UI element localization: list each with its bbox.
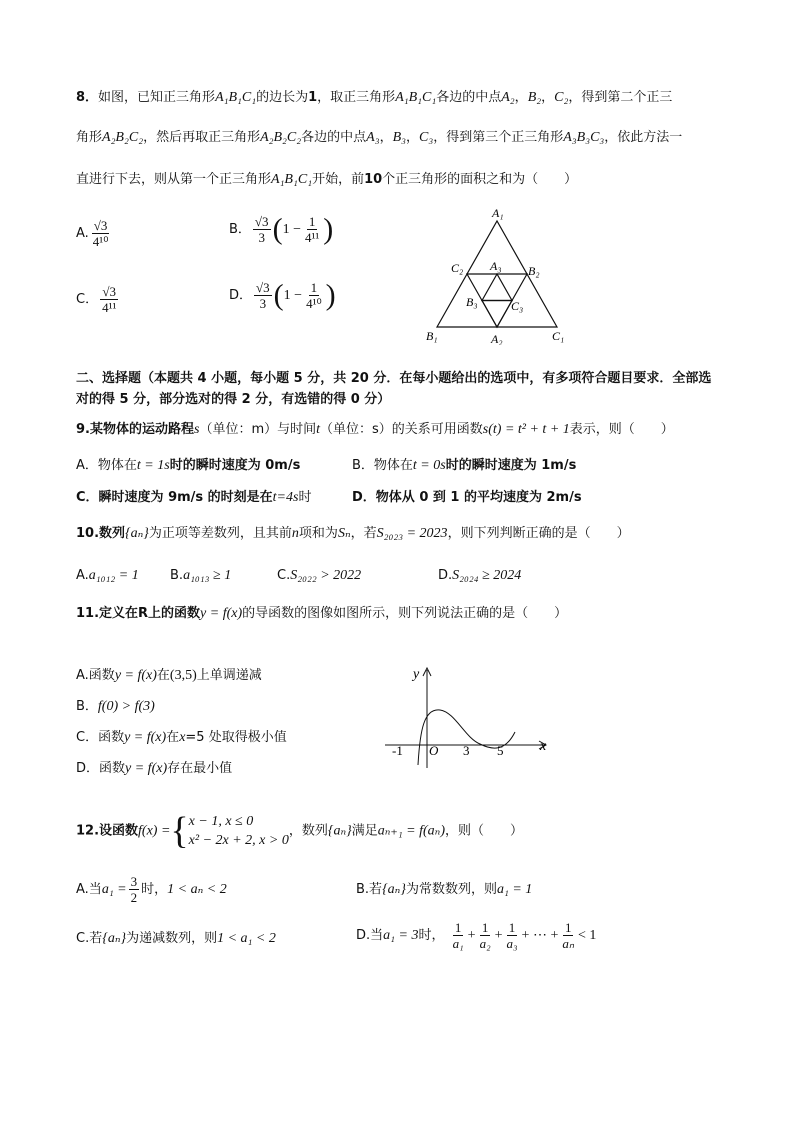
fraction: $\frac{1}{\text{aₙ}}$	[562, 920, 575, 951]
q12-option-d[interactable]: D.当a₁ = 3时， $\frac{1}{\text{a₁}}$ + $\frac{1}{\text{a₂}}$ + $\frac{1}{\text{a₃}}$ + ⋯ + $\frac{1}{\text{aₙ}}$ < 1	[356, 920, 597, 951]
axis-label-x: x	[540, 739, 547, 754]
q9-stem: 9.某物体的运动路程s（单位：m）与时间t（单位：s）的关系可用函数s(t) = t² + t + 1表示，则（ ）	[76, 422, 674, 437]
fraction: $\frac{1}{\text{a₃}}$	[506, 920, 518, 951]
q11-option-d[interactable]: D．函数y = f(x)存在最小值	[76, 761, 233, 776]
label-A3: A₃	[490, 259, 502, 273]
q12-option-c[interactable]: C.若{aₙ}为递减数列，则1 < a₁ < 2	[76, 931, 276, 946]
fraction: $\frac{√3}{\text{4¹¹}}$	[102, 284, 117, 315]
q11-option-b[interactable]: B．f(0) > f(3)	[76, 699, 155, 714]
q10-option-c[interactable]: C.S₂₀₂₂ > 2022	[277, 568, 362, 583]
derivative-graph	[380, 660, 560, 770]
q8-line3: 直进行下去，则从第一个正三角形A₁B₁C₁开始，前10个正三角形的面积之和为（ ）	[76, 172, 578, 187]
label-B2: B₂	[528, 264, 540, 278]
q11-stem: 11.定义在R上的函数y = f(x)的导函数的图像如图所示，则下列说法正确的是（ ）	[76, 606, 568, 621]
q9-option-c[interactable]: C．瞬时速度为 9m/s 的时刻是在t=4s时	[76, 490, 312, 505]
nested-triangles-figure	[420, 200, 580, 345]
q11-option-c[interactable]: C．函数y = f(x)在x=5 处取得极小值	[76, 730, 287, 745]
tick-3: 3	[463, 743, 470, 758]
q10-option-d[interactable]: D.S₂₀₂₄ ≥ 2024	[438, 568, 522, 583]
label-B3: B₃	[466, 295, 478, 309]
q9-option-a[interactable]: A．物体在t = 1s时的瞬时速度为 0m/s	[76, 458, 301, 473]
q9-option-d[interactable]: D．物体从 0 到 1 的平均速度为 2m/s	[352, 490, 582, 505]
q12-option-a[interactable]: A.当a₁ = $\frac{3}{2}$ 时，1 < aₙ < 2	[76, 874, 227, 905]
q8-line1: 8．如图，已知正三角形A₁B₁C₁的边长为1，取正三角形A₁B₁C₁各边的中点A₂，B₂，C₂，得到第二个正三	[76, 90, 673, 105]
q9-option-b[interactable]: B．物体在t = 0s时的瞬时速度为 1m/s	[352, 458, 577, 473]
q8-option-a[interactable]: A. $\frac{√3}{\text{4¹⁰}}$	[76, 218, 109, 249]
label-A2: A₂	[491, 332, 503, 345]
label-A1: A₁	[492, 206, 504, 220]
q12-option-b[interactable]: B.若{aₙ}为常数数列，则a₁ = 1	[356, 882, 533, 897]
q10-stem: 10.数列{aₙ}为正项等差数列，且其前n项和为Sₙ，若S₂₀₂₃ = 2023，则下列判断正确的是（ ）	[76, 526, 630, 541]
label-C1: C₁	[552, 329, 565, 343]
triangle-a3b3c3	[482, 274, 512, 301]
fraction: $\frac{3}{2}$	[130, 874, 138, 905]
fraction: $\frac{1}{\text{4¹¹}}$	[304, 214, 320, 245]
q12-stem: 12.设函数f(x) ={ x − 1, x ≤ 0 x² − 2x + 2, x > 0 ，数列{aₙ}满足aₙ₊₁ = f(aₙ)，则（ ）	[76, 810, 524, 852]
fraction: $\frac{1}{\text{a₂}}$	[479, 920, 491, 951]
q11-option-a[interactable]: A.函数y = f(x)在(3,5)上单调递减	[76, 668, 262, 683]
section-header: 二、选择题（本题共 4 小题，每小题 5 分，共 20 分．在每小题给出的选项中，有多项符合题目要求．全部选对的得 5 分，部分选对的得 2 分，有选错的得 0 分）	[76, 371, 712, 407]
fraction: $\frac{1}{\text{a₁}}$	[452, 920, 464, 951]
triangle-4	[482, 301, 512, 328]
origin-label: O	[429, 743, 439, 758]
tick-neg1: -1	[392, 743, 403, 758]
label-B1: B₁	[426, 329, 438, 343]
fraction: $\frac{√3}{\text{4¹⁰}}$	[92, 218, 109, 249]
label-C2: C₂	[451, 261, 464, 275]
tick-5: 5	[497, 743, 504, 758]
q8-option-b[interactable]: B． $\frac{√3}{3}$ (1 − $\frac{1}{\text{4¹¹}}$ )	[229, 212, 334, 246]
q8-option-d[interactable]: D． $\frac{√3}{3}$ (1 − $\frac{1}{\text{4¹⁰}}$ )	[229, 278, 336, 312]
q10-option-b[interactable]: B.a₁₀₁₃ ≥ 1	[170, 568, 232, 583]
axis-label-y: y	[413, 667, 420, 682]
fraction: $\frac{√3}{3}$	[256, 280, 270, 311]
q8-line2: 角形A₂B₂C₂，然后再取正三角形A₂B₂C₂各边的中点A₃，B₃，C₃，得到第三个正三角形A₃B₃C₃，依此方法一	[76, 130, 683, 145]
label-C3: C₃	[511, 299, 524, 313]
fraction: $\frac{√3}{3}$	[254, 214, 269, 245]
q10-option-a[interactable]: A.a₁₀₁₂ = 1	[76, 568, 139, 583]
fraction: $\frac{1}{\text{4¹⁰}}$	[306, 280, 322, 311]
q8-option-c[interactable]: C． $\frac{√3}{\text{4¹¹}}$	[76, 284, 117, 315]
